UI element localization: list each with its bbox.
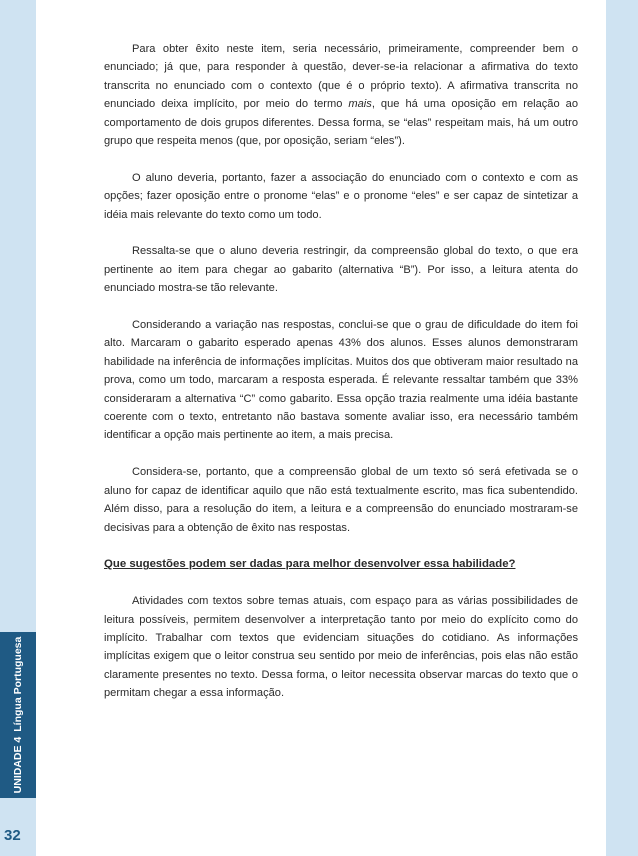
subject-label: Língua Portuguesa <box>12 636 24 732</box>
section-heading: Que sugestões podem ser dadas para melhor desenvolver essa habilidade? <box>104 558 516 571</box>
emphasis-term: mais <box>348 98 372 111</box>
paragraph-1 <box>104 40 578 150</box>
paragraph-2: O aluno deveria, portanto, fazer a associação do enunciado com o contexto e com as opções; fazer oposição entre o pronome “elas” e o pronome “eles” e ser capaz de sintetizar a idéia mais relevante do texto como um todo. <box>104 171 578 221</box>
paragraph-5: Considera-se, portanto, que a compreensão global de um texto só será efetivada se o aluno for capaz de identificar aquilo que não está textualmente escrito, mas fica subentendido. Além disso, para a resolução do item, a leitura e a compreensão do enunciado mostraram-se decisivas para a obtenção de êxito nas respostas. <box>104 466 578 534</box>
unit-number: UNIDADE 4 <box>12 736 24 794</box>
paragraph-1-part-a: Para obter êxito neste item, seria necessário, primeiramente, compreender bem o enunciado; já que, para responder à questão, dever-se-ia relacionar a afirmativa do texto transcrita no enunciado com o contexto (que é o próprio texto). A afirmativa transcrita no enunciado deixa implícito, por meio do termo <box>104 43 578 111</box>
main-text <box>104 40 578 721</box>
paragraph-4: Considerando a variação nas respostas, conclui-se que o grau de dificuldade do item foi alto. Marcaram o gabarito esperado apenas 43% dos alunos. Esses alunos demonstraram habilidade na inferência de informações implícitas. Muitos dos que obtiveram maior resultado na prova, como um todo, marcaram a resposta esperada. É relevante ressaltar também que 33% consideraram a alternativa “C” como gabarito. Essa opção trazia realmente uma idéia bastante coerente com o texto, entretanto não bastava somente avaliar isso, era necessário também identificar a opção mais pertinente ao item, a mais precisa. <box>104 319 578 442</box>
paragraph-3: Ressalta-se que o aluno deveria restringir, da compreensão global do texto, o que era pertinente ao item para chegar ao gabarito (alternativa “B”). Por isso, a leitura atenta do enunciado mostra-se tão relevante. <box>104 245 578 295</box>
unit-label <box>12 637 24 794</box>
paragraph-6: Atividades com textos sobre temas atuais, com espaço para as várias possibilidades de leitura possíveis, permitem desenvolver a interpretação tanto por meio do explícito como do implícito. Trabalhar com textos que evidenciam situações do cotidiano. As informações implícitas exigem que o leitor construa seu sentido por meio de inferências, pois elas não estão claramente presentes no texto. Dessa forma, o leitor necessita observar marcas do texto que o permitam chegar a essa informação. <box>104 595 578 700</box>
page-number: 32 <box>4 827 21 844</box>
paragraph-1-part-b: , que há uma oposição em relação ao comportamento de dois grupos diferentes. Dessa forma, se “elas” respeitam mais, há um outro grupo que respeita menos (que, por oposição, seriam “eles”). <box>104 98 578 148</box>
